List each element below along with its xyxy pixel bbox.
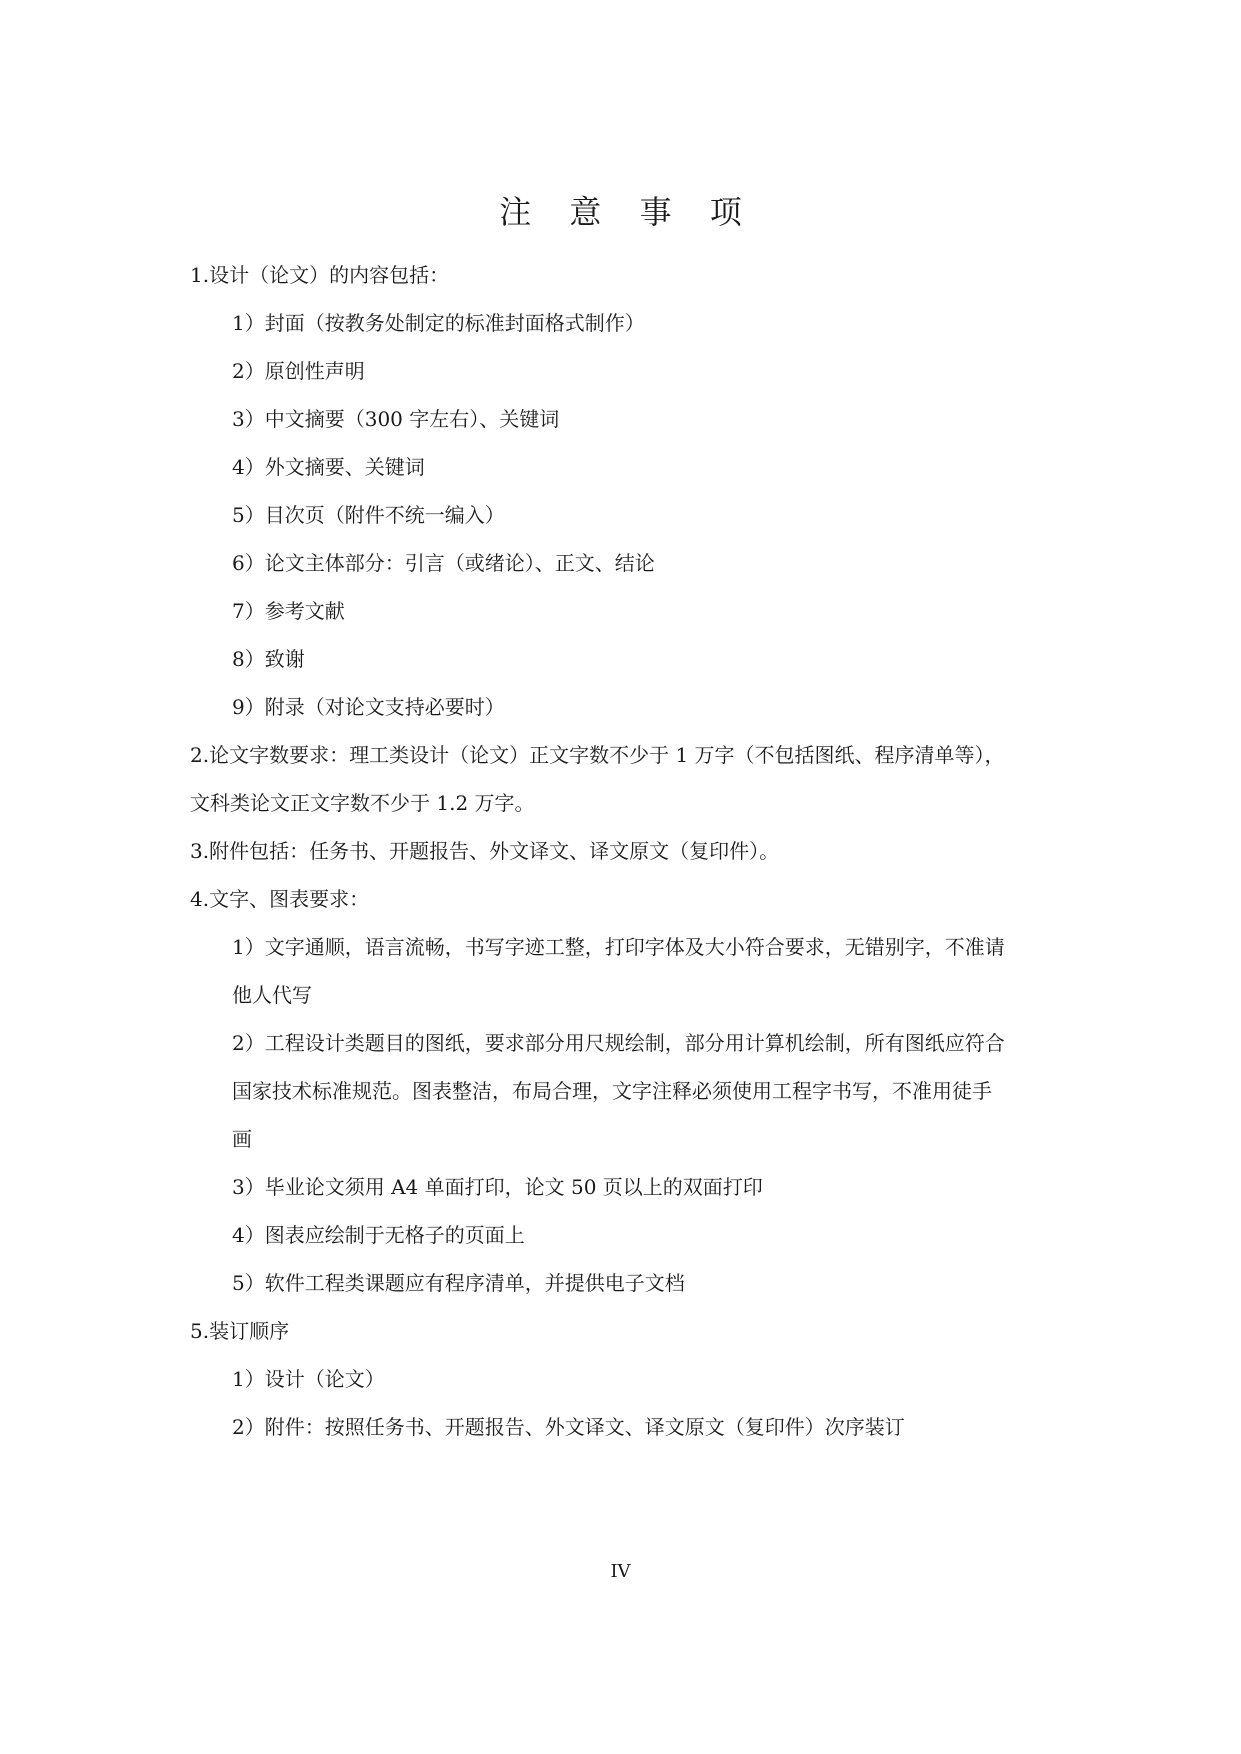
section-2-heading-line-2: 文科类论文正文字数不少于 1.2 万字。	[190, 791, 535, 815]
section-4-item-1-line-1: 1）文字通顺，语言流畅，书写字迹工整，打印字体及大小符合要求，无错别字，不准请	[232, 935, 1005, 959]
page-title: 注 意 事 项	[499, 193, 756, 231]
section-4-item-3: 3）毕业论文须用 A4 单面打印，论文 50 页以上的双面打印	[232, 1175, 763, 1199]
section-4-item-2-line-3: 画	[232, 1127, 252, 1151]
section-5-item-1: 1）设计（论文）	[232, 1367, 385, 1391]
section-1-item-5: 5）目次页（附件不统一编入）	[232, 503, 505, 527]
section-4-item-1-line-2: 他人代写	[232, 983, 312, 1007]
section-4-item-5: 5）软件工程类课题应有程序清单，并提供电子文档	[232, 1271, 685, 1295]
section-4-item-2-line-2: 国家技术标准规范。图表整洁，布局合理，文字注释必须使用工程字书写，不准用徒手	[232, 1079, 992, 1103]
section-4-item-2-line-1: 2）工程设计类题目的图纸，要求部分用尺规绘制，部分用计算机绘制，所有图纸应符合	[232, 1031, 1005, 1055]
section-3-heading: 3.附件包括：任务书、开题报告、外文译文、译文原文（复印件）。	[190, 839, 780, 863]
section-1-item-8: 8）致谢	[232, 647, 305, 671]
section-1-heading: 1.设计（论文）的内容包括：	[190, 263, 450, 287]
section-2-heading-line-1: 2.论文字数要求：理工类设计（论文）正文字数不少于 1 万字（不包括图纸、程序清单等），	[190, 743, 1005, 767]
section-5-item-2: 2）附件：按照任务书、开题报告、外文译文、译文原文（复印件）次序装订	[232, 1415, 905, 1439]
section-1-item-6: 6）论文主体部分：引言（或绪论）、正文、结论	[232, 551, 655, 575]
section-1-item-4: 4）外文摘要、关键词	[232, 455, 425, 479]
section-1-item-7: 7）参考文献	[232, 599, 345, 623]
section-4-heading: 4.文字、图表要求：	[190, 887, 370, 911]
section-4-item-4: 4）图表应绘制于无格子的页面上	[232, 1223, 525, 1247]
section-1-item-2: 2）原创性声明	[232, 359, 365, 383]
page-number: IV	[610, 1561, 631, 1582]
section-5-heading: 5.装订顺序	[190, 1319, 290, 1343]
section-1-item-9: 9）附录（对论文支持必要时）	[232, 695, 505, 719]
section-1-item-3: 3）中文摘要（300 字左右）、关键词	[232, 407, 560, 431]
section-1-item-1: 1）封面（按教务处制定的标准封面格式制作）	[232, 311, 645, 335]
